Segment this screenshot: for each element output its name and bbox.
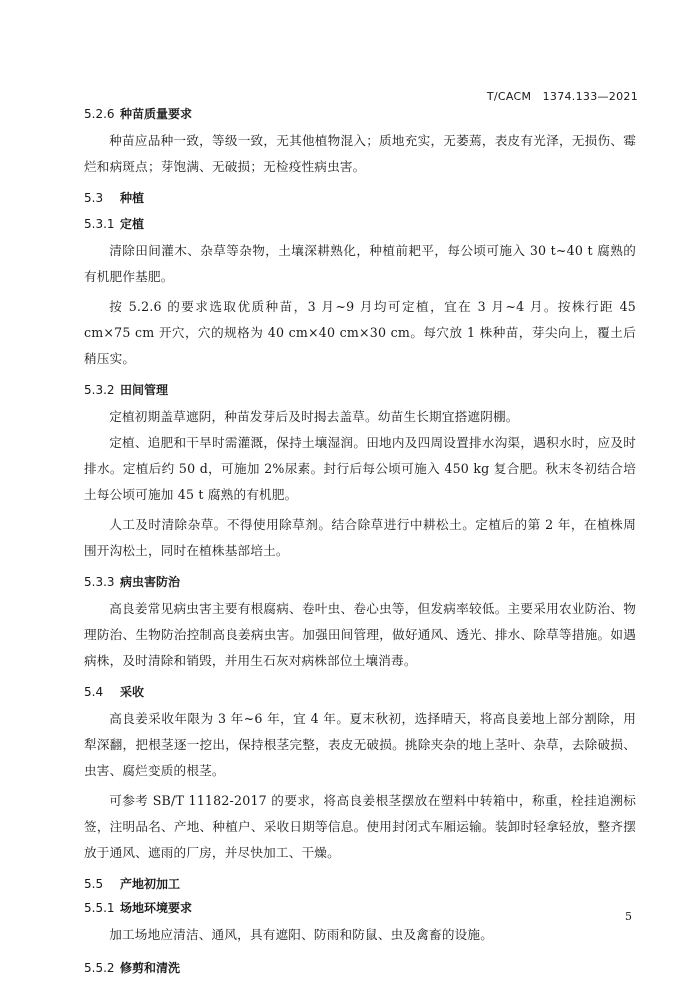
paragraph: 高良姜常见病虫害主要有根腐病、卷叶虫、卷心虫等，但发病率较低。主要采用农业防治、物理防治、生物防治控制高良姜病虫害。加强田间管理，做好通风、透光、排水、除草等措施。如遇病株，及时清除和销毁，并用生石灰对病株部位土壤消毒。 [84, 601, 636, 668]
paragraph: 清除田间灌木、杂草等杂物，土壤深耕熟化，种植前耙平，每公顷可施入 30 t~40 t 腐熟的有机肥作基肥。 [84, 243, 636, 284]
paragraph: 人工及时清除杂草。不得使用除草剂。结合除草进行中耕松土。定植后的第 2 年，在植株周围开沟松土，同时在植株基部培土。 [84, 517, 636, 558]
section-number: 5.3.1 [84, 217, 115, 231]
section-title: 产地初加工 [120, 877, 181, 891]
paragraph: 可参考 SB/T 11182-2017 的要求，将高良姜根茎摆放在塑料中转箱中，称重，栓挂追溯标签，注明品名、产地、种植户、采收日期等信息。使用封闭式车厢运输。装卸时轻拿轻放，整齐摆放于通风、遮雨的厂房，并尽快加工、干燥。 [84, 793, 636, 860]
section-heading-5-2-6 [84, 104, 636, 124]
section-number: 5.5.1 [84, 901, 115, 915]
section-number: 5.5 [84, 877, 104, 891]
section-title: 田间管理 [120, 383, 169, 397]
section-title: 定植 [120, 217, 145, 231]
paragraph: 加工场地应清洁、通风，具有遮阳、防雨和防鼠、虫及禽畜的设施。 [109, 927, 493, 942]
section-heading-5-3 [84, 188, 636, 208]
section-title: 病虫害防治 [120, 575, 181, 589]
section-title: 采收 [120, 685, 145, 699]
section-heading-5-3-2 [84, 380, 636, 400]
section-heading-5-3-1 [84, 214, 636, 234]
section-heading-5-5 [84, 874, 636, 894]
section-title: 修剪和清洗 [120, 961, 181, 975]
page-number: 5 [625, 910, 632, 923]
section-number: 5.3.2 [84, 383, 115, 397]
paragraph: 高良姜采收年限为 3 年~6 年，宜 4 年。夏末秋初，选择晴天，将高良姜地上部分割除，用犁深翻，把根茎逐一挖出，保持根茎完整，表皮无破损。挑除夹杂的地上茎叶、杂草，去除破损、虫害、腐烂变质的根茎。 [84, 711, 636, 778]
section-heading-5-3-3 [84, 572, 636, 592]
section-title: 场地环境要求 [120, 901, 193, 915]
section-number: 5.4 [84, 685, 104, 699]
paragraph: 按 5.2.6 的要求选取优质种苗，3 月~9 月均可定植，宜在 3 月~4 月。按株行距 45 cm×75 cm 开穴，穴的规格为 40 cm×40 cm×30 cm。每穴放 1 株种苗，芽尖向上，覆土后稍压实。 [84, 299, 636, 366]
section-number: 5.2.6 [84, 107, 115, 121]
section-number: 5.3 [84, 191, 104, 205]
section-heading-5-5-2 [84, 958, 636, 978]
section-number: 5.5.2 [84, 961, 115, 975]
paragraph: 定植初期盖草遮阴，种苗发芽后及时揭去盖草。幼苗生长期宜搭遮阴棚。 [109, 409, 519, 424]
section-title: 种植 [120, 191, 145, 205]
section-title: 种苗质量要求 [120, 107, 193, 121]
page-content [84, 104, 636, 978]
section-heading-5-5-1 [84, 898, 636, 918]
paragraph: 定植、追肥和干旱时需灌溉，保持土壤湿润。田地内及四周设置排水沟渠，遇积水时，应及时排水。定植后约 50 d，可施加 2%尿素。封行后每公顷可施入 450 kg 复合肥。秋末冬初结合培土每公顷可施加 45 t 腐熟的有机肥。 [84, 435, 636, 502]
paragraph: 种苗应品种一致，等级一致，无其他植物混入；质地充实，无萎蔫，表皮有光泽，无损伤、霉烂和病斑点；芽饱满、无破损；无检疫性病虫害。 [84, 133, 636, 174]
section-number: 5.3.3 [84, 575, 115, 589]
document-code: T/CACM 1374.133—2021 [486, 90, 638, 103]
section-heading-5-4 [84, 682, 636, 702]
